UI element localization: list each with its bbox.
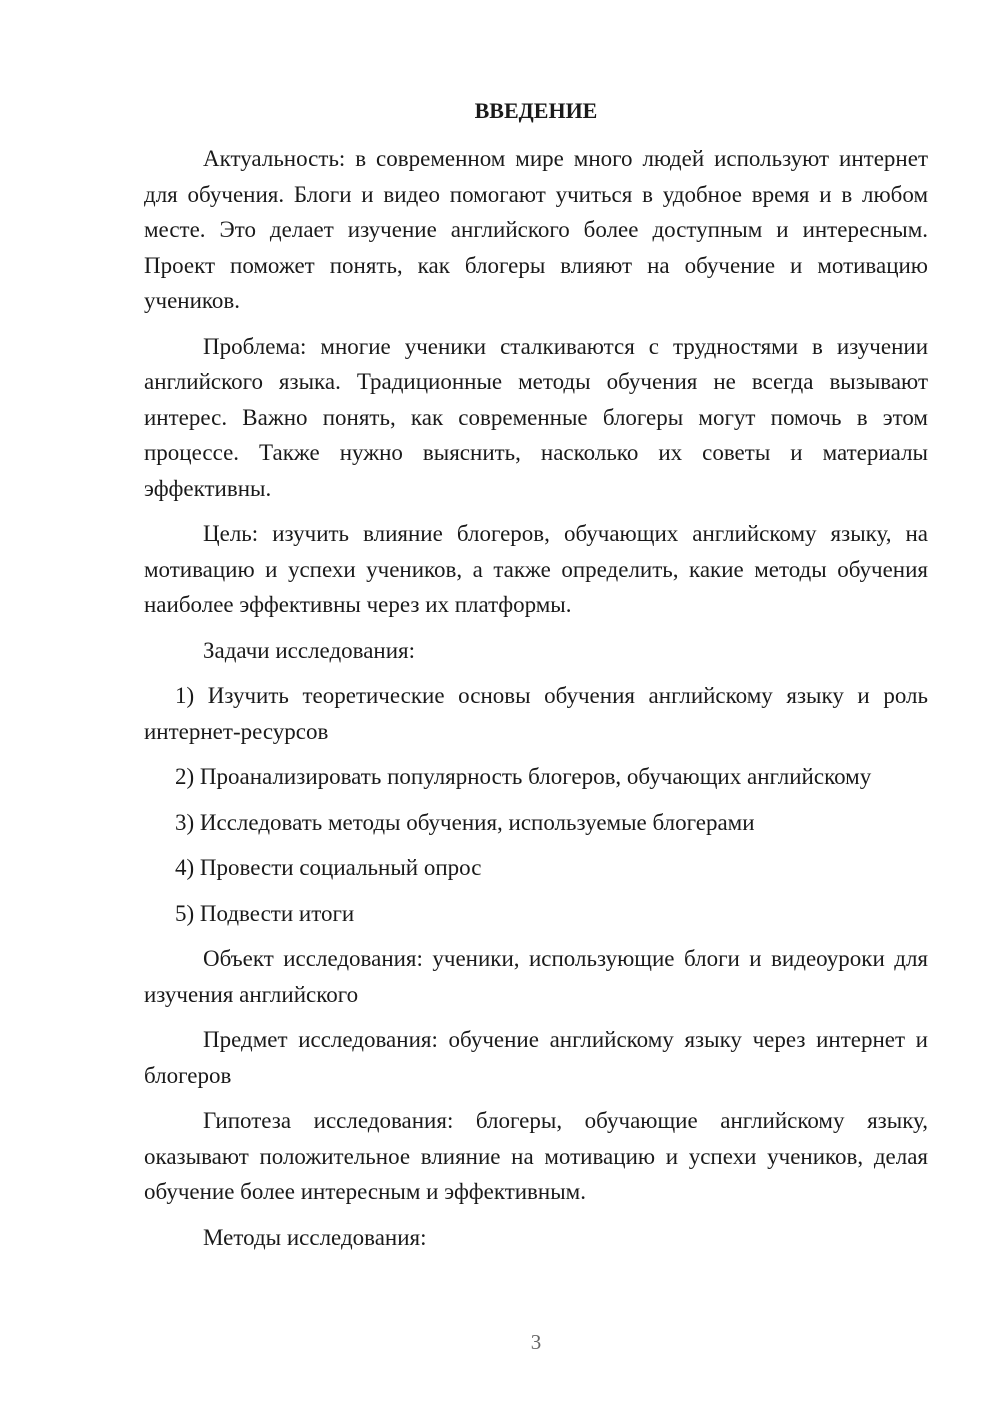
section-title: ВВЕДЕНИЕ [474, 98, 598, 123]
methods-heading: Методы исследования: [203, 1224, 427, 1250]
page-content [144, 96, 928, 1265]
task-item-4: 4) Провести социальный опрос [175, 855, 482, 880]
task-item-1: 1) Изучить теоретические основы обучения английскому языку и роль интернет-ресурсов [144, 683, 928, 744]
paragraph-object: Объект исследования: ученики, использующие блоги и видеоуроки для изучения английского [144, 946, 928, 1007]
page-number: 3 [530, 1330, 542, 1354]
paragraph-problem: Проблема: многие ученики сталкиваются с трудностями в изучении английского языка. Традиционные методы обучения не всегда вызывают интерес. Важно понять, как современные блогеры могут помочь в этом процессе. Также нужно выяснить, насколько их советы и материалы эффективны. [144, 333, 928, 501]
paragraph-hypothesis: Гипотеза исследования: блогеры, обучающие английскому языку, оказывают положительное влияние на мотивацию и успехи учеников, делая обучение более интересным и эффективным. [144, 1108, 928, 1204]
tasks-heading: Задачи исследования: [203, 637, 416, 663]
paragraph-subject: Предмет исследования: обучение английскому языку через интернет и блогеров [144, 1027, 928, 1088]
task-item-2: 2) Проанализировать популярность блогеров, обучающих английскому [175, 764, 872, 789]
task-item-3: 3) Исследовать методы обучения, используемые блогерами [175, 809, 755, 835]
paragraph-relevance: Актуальность: в современном мире много людей используют интернет для обучения. Блоги и видео помогают учиться в удобное время и в любом месте. Это делает изучение английского более доступным и интересным. Проект поможет понять, как блогеры влияют на обучение и мотивацию учеников. [144, 146, 928, 313]
task-item-5: 5) Подвести итоги [175, 900, 355, 926]
paragraph-goal: Цель: изучить влияние блогеров, обучающих английскому языку, на мотивацию и успехи учеников, а также определить, какие методы обучения наиболее эффективны через их платформы. [144, 521, 928, 617]
